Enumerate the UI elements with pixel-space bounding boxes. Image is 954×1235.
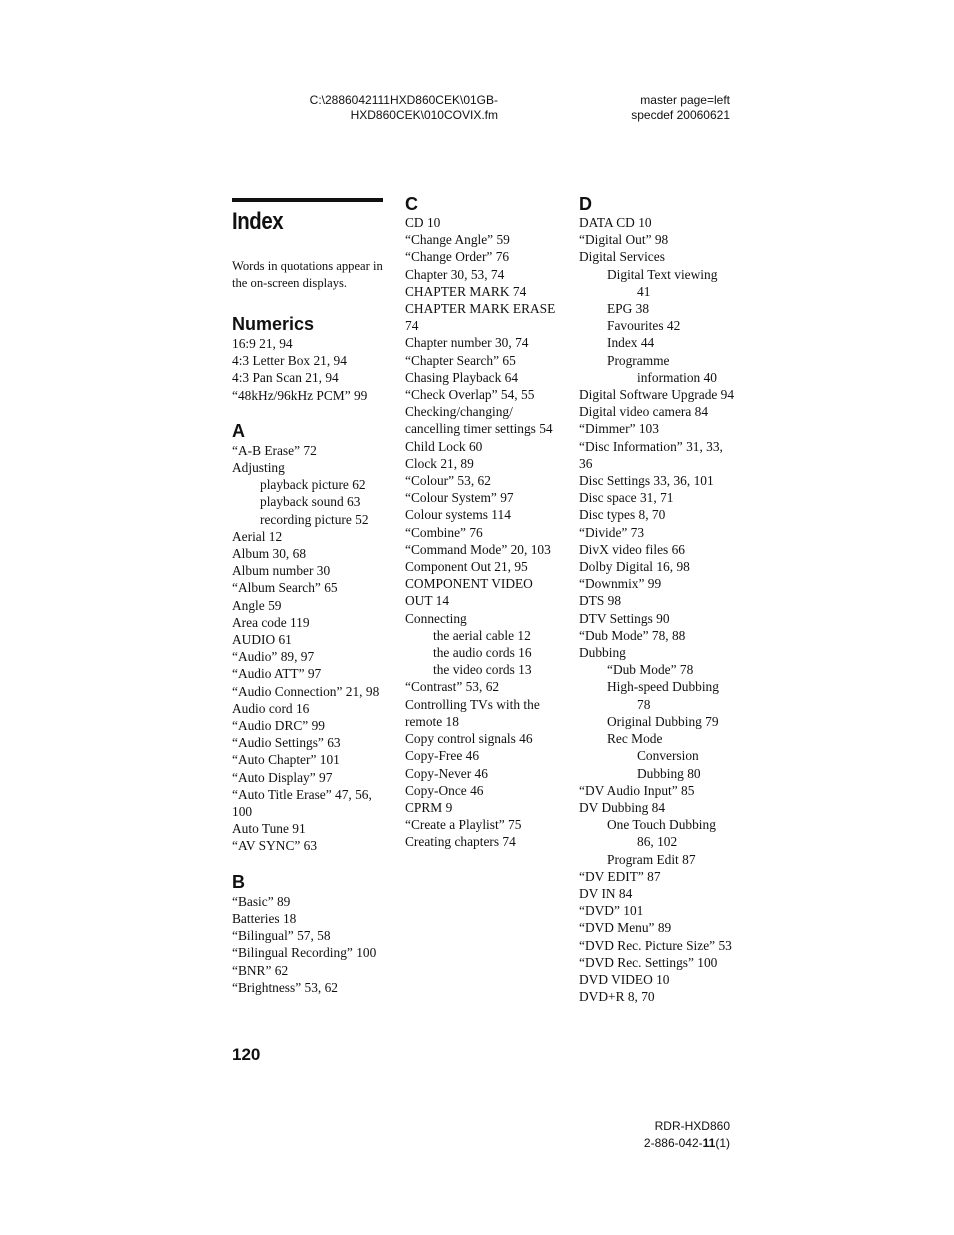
header-master-info	[631, 93, 730, 123]
header-file-path	[310, 93, 498, 123]
index-entry: “Check Overlap” 54, 55	[405, 387, 535, 403]
index-entry: CPRM 9	[405, 799, 453, 815]
title-rule	[232, 198, 383, 202]
index-subentry: the video cords 13	[433, 662, 532, 678]
index-entry: Colour systems 114	[405, 507, 511, 523]
index-entry: “Audio DRC” 99	[232, 718, 325, 734]
section-heading-c: C	[405, 194, 418, 214]
index-entry: “DV EDIT” 87	[579, 868, 661, 884]
index-entry: “DV Audio Input” 85	[579, 782, 695, 798]
index-entry: Angle 59	[232, 597, 282, 613]
index-entry: Batteries 18	[232, 910, 297, 926]
index-subentry: Program Edit 87	[607, 851, 696, 867]
index-entry: Controlling TVs with the remote 18	[405, 696, 540, 729]
index-entry: “BNR” 62	[232, 962, 289, 978]
index-entry: “Disc Information” 31, 33, 36	[579, 438, 723, 471]
index-entry: Chasing Playback 64	[405, 369, 519, 385]
section-heading-b: B	[232, 871, 245, 892]
index-subentry: High-speed Dubbing	[607, 679, 719, 695]
specdef-label: specdef 20060621	[631, 108, 730, 122]
index-entry: “Brightness” 53, 62	[232, 979, 338, 995]
index-column-2	[405, 194, 563, 851]
index-subentry-continued: 78	[637, 696, 651, 712]
page-title: Index	[232, 208, 284, 235]
index-entry: “Contrast” 53, 62	[405, 679, 500, 695]
index-subentry: Favourites 42	[607, 318, 681, 334]
index-entry: “Bilingual” 57, 58	[232, 928, 331, 944]
index-entry: Connecting	[405, 610, 467, 626]
document-code-bold: 11	[702, 1136, 716, 1150]
index-subentry: Index 44	[607, 335, 655, 351]
index-entry: “DVD Rec. Settings” 100	[579, 954, 718, 970]
index-entry: Aerial 12	[232, 528, 283, 544]
master-page-label: master page=left	[640, 93, 730, 107]
index-entry: DV Dubbing 84	[579, 799, 666, 815]
index-entry: “Audio ATT” 97	[232, 666, 322, 682]
index-subentry: EPG 38	[607, 301, 650, 317]
index-entry: Digital Services	[579, 249, 665, 265]
index-entry: “Auto Chapter” 101	[232, 752, 340, 768]
index-subentry: the aerial cable 12	[433, 627, 531, 643]
document-code-prefix: 2-886-042-	[643, 1136, 703, 1150]
section-heading-a: A	[232, 420, 245, 441]
index-column-1	[232, 194, 388, 996]
page-number: 120	[232, 1045, 261, 1064]
index-entry: Copy-Never 46	[405, 765, 488, 781]
footer-model-info	[644, 1118, 730, 1152]
index-entry: “Audio Connection” 21, 98	[232, 683, 380, 699]
index-entry: “DVD Rec. Picture Size” 53	[579, 937, 732, 953]
index-entry: DVD+R 8, 70	[579, 989, 655, 1005]
index-entry: “48kHz/96kHz PCM” 99	[232, 387, 368, 403]
index-entry: DTV Settings 90	[579, 610, 670, 626]
index-entry: Child Lock 60	[405, 438, 483, 454]
index-subentry-continued: information 40	[637, 369, 717, 385]
index-entry: 4:3 Pan Scan 21, 94	[232, 370, 339, 386]
index-entry: “Change Order” 76	[405, 249, 510, 265]
index-entry: “Command Mode” 20, 103	[405, 541, 551, 557]
index-entry: Area code 119	[232, 614, 310, 630]
index-entry: 16:9 21, 94	[232, 336, 293, 351]
index-entry: CHAPTER MARK 74	[405, 283, 527, 299]
index-subentry: Programme	[607, 352, 670, 368]
index-entry: Creating chapters 74	[405, 834, 516, 850]
index-entry: “Bilingual Recording” 100	[232, 945, 377, 961]
index-entry: DV IN 84	[579, 885, 633, 901]
index-entry: COMPONENT VIDEO OUT 14	[405, 576, 533, 609]
document-code-suffix: (1)	[715, 1136, 730, 1150]
index-entry: “Chapter Search” 65	[405, 352, 516, 368]
index-entry: “Colour” 53, 62	[405, 473, 491, 489]
index-subentry-continued: Conversion	[637, 748, 699, 764]
index-subentry-continued: Dubbing 80	[637, 765, 701, 781]
index-entry: Digital video camera 84	[579, 404, 709, 420]
index-entry: DATA CD 10	[579, 215, 652, 230]
index-entry: Album number 30	[232, 563, 331, 579]
index-entry: CD 10	[405, 215, 441, 230]
index-entry: DVD VIDEO 10	[579, 971, 670, 987]
index-entry: “Auto Display” 97	[232, 769, 333, 785]
index-entry: Disc Settings 33, 36, 101	[579, 473, 714, 489]
index-entry: Dolby Digital 16, 98	[579, 559, 690, 575]
index-entry: “DVD” 101	[579, 903, 644, 919]
index-subentry: recording picture 52	[260, 511, 369, 527]
file-path-line-2: HXD860CEK\010COVIX.fm	[350, 108, 498, 122]
index-entry: Copy-Once 46	[405, 782, 484, 798]
section-heading-numerics: Numerics	[232, 314, 315, 334]
index-entry: “Dimmer” 103	[579, 421, 659, 437]
file-path-line-1: C:\2886042111HXD860CEK\01GB-	[309, 93, 498, 107]
index-entry: Component Out 21, 95	[405, 559, 528, 575]
index-entry: Checking/changing/ cancelling timer settings 54	[405, 404, 553, 437]
index-entry: DTS 98	[579, 593, 622, 609]
index-subentry: playback sound 63	[260, 494, 361, 510]
index-subentry: Digital Text viewing	[607, 266, 718, 282]
index-entry: Copy control signals 46	[405, 731, 533, 747]
model-number: RDR-HXD860	[654, 1119, 730, 1133]
index-entry: Adjusting	[232, 460, 285, 476]
index-entry: “Album Search” 65	[232, 580, 338, 596]
index-entry: “Downmix” 99	[579, 576, 662, 592]
index-entry: “Audio” 89, 97	[232, 649, 315, 665]
index-subentry: playback picture 62	[260, 477, 366, 493]
index-subentry-continued: 41	[637, 283, 651, 299]
index-entry: “AV SYNC” 63	[232, 838, 318, 854]
document-code	[644, 1135, 730, 1152]
index-subentry: One Touch Dubbing	[607, 817, 716, 833]
index-entry: Copy-Free 46	[405, 748, 480, 764]
index-entry: Audio cord 16	[232, 700, 310, 716]
index-entry: AUDIO 61	[232, 632, 292, 648]
index-subentry: “Dub Mode” 78	[607, 662, 694, 678]
index-entry: Clock 21, 89	[405, 455, 474, 471]
index-entry: “Change Angle” 59	[405, 232, 510, 248]
index-entry: Disc space 31, 71	[579, 490, 674, 506]
index-subentry: Rec Mode	[607, 731, 663, 747]
index-entry: Auto Tune 91	[232, 821, 306, 837]
intro-text: Words in quotations appear in the on-screen displays.	[232, 259, 383, 290]
index-entry: “DVD Menu” 89	[579, 920, 672, 936]
index-entry: “Dub Mode” 78, 88	[579, 627, 686, 643]
index-entry: Chapter number 30, 74	[405, 335, 529, 351]
index-entry: 4:3 Letter Box 21, 94	[232, 353, 347, 369]
index-entry: CHAPTER MARK ERASE 74	[405, 301, 556, 334]
index-entry: “Auto Title Erase” 47, 56, 100	[232, 786, 372, 820]
index-entry: Digital Software Upgrade 94	[579, 387, 735, 403]
index-entry: “Create a Playlist” 75	[405, 817, 522, 833]
section-heading-d: D	[579, 194, 592, 214]
index-entry: Disc types 8, 70	[579, 507, 666, 523]
index-entry: Album 30, 68	[232, 546, 307, 562]
index-entry: Dubbing	[579, 645, 626, 661]
index-entry: Chapter 30, 53, 74	[405, 266, 505, 282]
index-entry: “A-B Erase” 72	[232, 442, 317, 458]
index-subentry: the audio cords 16	[433, 645, 532, 661]
index-entry: “Combine” 76	[405, 524, 483, 540]
index-entry: “Basic” 89	[232, 893, 291, 909]
index-subentry-continued: 86, 102	[637, 834, 678, 850]
index-entry: DivX video files 66	[579, 541, 685, 557]
index-subentry: Original Dubbing 79	[607, 713, 719, 729]
index-entry: “Digital Out” 98	[579, 232, 669, 248]
index-entry: “Audio Settings” 63	[232, 735, 341, 751]
index-entry: “Divide” 73	[579, 524, 645, 540]
index-entry: “Colour System” 97	[405, 490, 514, 506]
index-column-3	[579, 194, 739, 1005]
